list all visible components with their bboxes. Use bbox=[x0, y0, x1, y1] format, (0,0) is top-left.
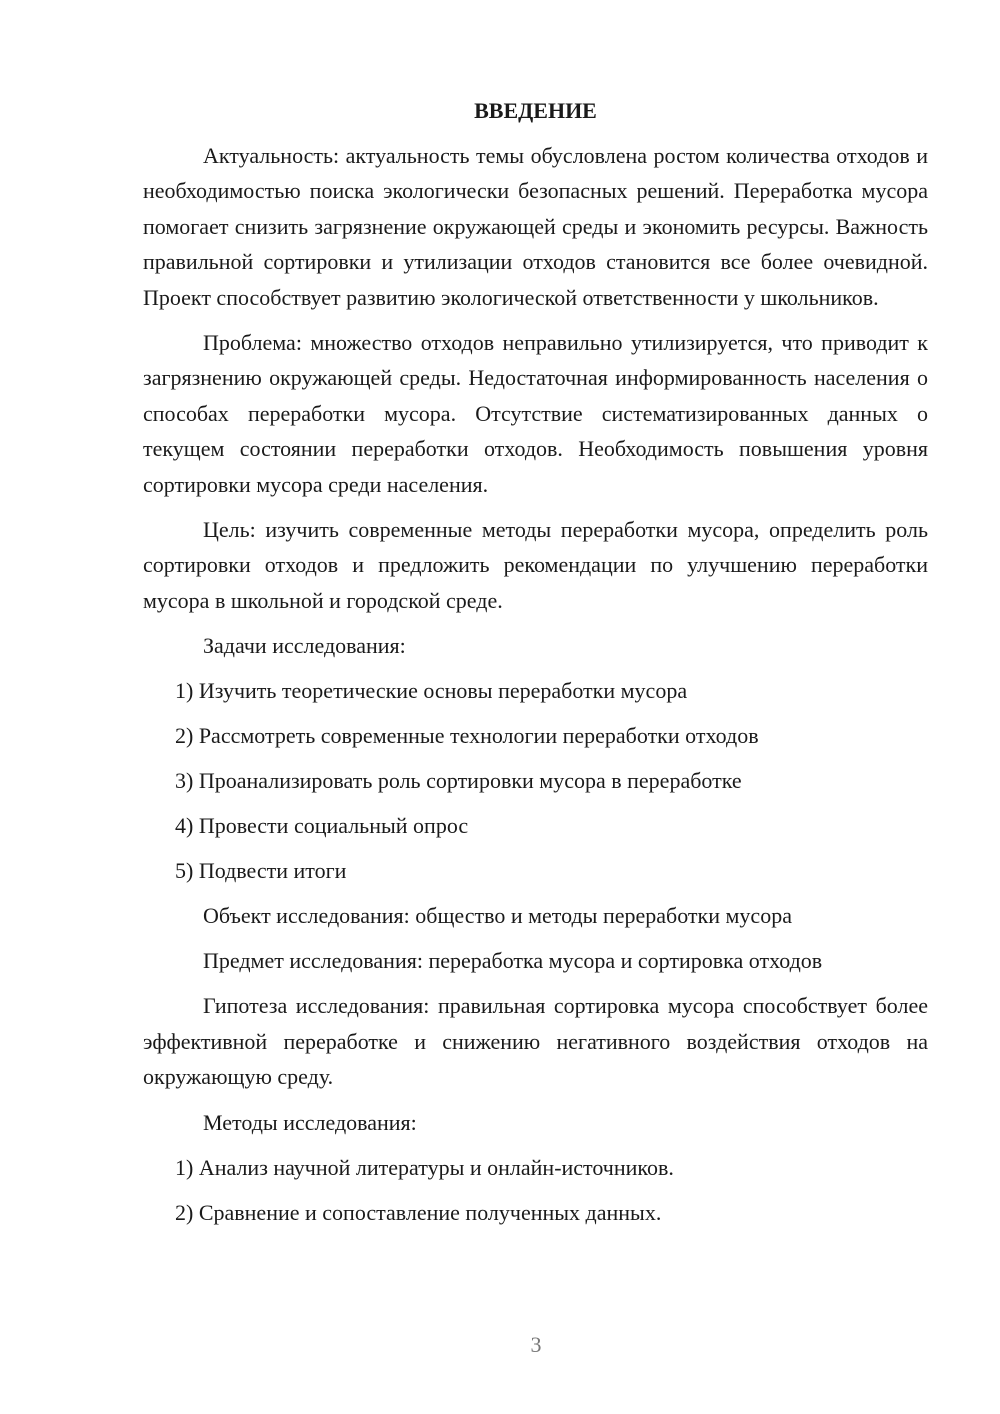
task-item: 2) Рассмотреть современные технологии переработки отходов bbox=[175, 723, 759, 749]
document-page bbox=[143, 92, 928, 1240]
relevance-paragraph: Актуальность: актуальность темы обусловлена ростом количества отходов и необходимостью поиска экологически безопасных решений. Переработка мусора помогает снизить загрязнение окружающей среды и экономить ресурсы. Важность правильной сортировки и утилизации отходов становится все более очевидной. Проект способствует развитию экологической ответственности у школьников. bbox=[143, 143, 928, 310]
method-item: 2) Сравнение и сопоставление полученных данных. bbox=[175, 1199, 662, 1225]
section-heading: ВВЕДЕНИЕ bbox=[474, 98, 597, 123]
page-number: 3 bbox=[530, 1332, 542, 1357]
goal-paragraph: Цель: изучить современные методы переработки мусора, определить роль сортировки отходов и предложить рекомендации по улучшению переработки мусора в школьной и городской среде. bbox=[143, 517, 928, 613]
task-item: 4) Провести социальный опрос bbox=[175, 813, 469, 839]
task-item: 1) Изучить теоретические основы переработки мусора bbox=[175, 678, 688, 704]
object-line: Объект исследования: общество и методы переработки мусора bbox=[203, 903, 792, 929]
methods-heading: Методы исследования: bbox=[203, 1109, 417, 1135]
task-item: 5) Подвести итоги bbox=[175, 858, 347, 884]
problem-paragraph: Проблема: множество отходов неправильно утилизируется, что приводит к загрязнению окружающей среды. Недостаточная информированность населения о способах переработки мусора. Отсутствие систематизированных данных о текущем состоянии переработки отходов. Необходимость повышения уровня сортировки мусора среди населения. bbox=[143, 330, 928, 497]
tasks-heading: Задачи исследования: bbox=[203, 633, 406, 659]
method-item: 1) Анализ научной литературы и онлайн-источников. bbox=[175, 1154, 674, 1180]
subject-line: Предмет исследования: переработка мусора и сортировка отходов bbox=[203, 948, 823, 974]
hypothesis-paragraph: Гипотеза исследования: правильная сортировка мусора способствует более эффективной переработке и снижению негативного воздействия отходов на окружающую среду. bbox=[143, 993, 928, 1090]
task-item: 3) Проанализировать роль сортировки мусора в переработке bbox=[175, 768, 742, 794]
